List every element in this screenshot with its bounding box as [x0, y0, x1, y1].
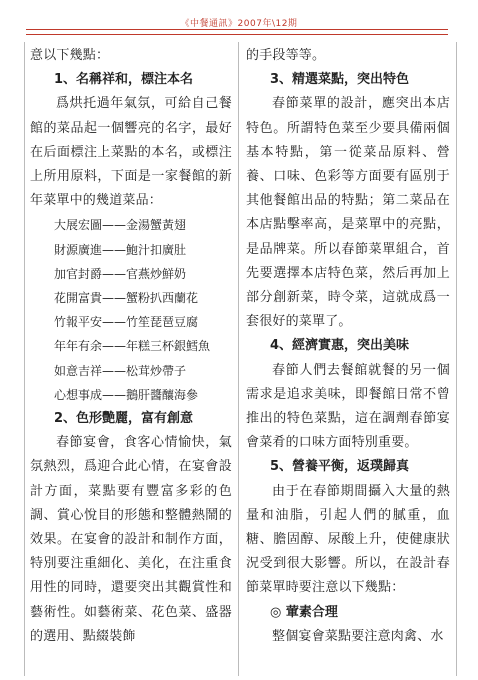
intro-text: 意以下幾點：: [30, 48, 110, 63]
section-body-1: 爲烘托過年氣氛，可給自己餐館的菜品起一個響亮的名字，最好在后面標注上菜點的本名，或標注上所用原料，下面是一家餐館的新年菜單中的幾道菜品：: [30, 96, 232, 209]
section-heading-5: 5、營養平衡，返璞歸真: [270, 459, 410, 475]
continued-text: 的手段等等。: [246, 48, 326, 63]
dish-item: 如意吉祥——松茸炒帶子: [54, 363, 187, 378]
subsection-heading: ◎ 葷素合理: [270, 604, 338, 620]
dish-item: 加官封爵——官燕炒鮮奶: [54, 266, 187, 281]
left-border: [24, 42, 25, 676]
journal-title: 《中餐通訊》2007年\12期: [0, 17, 478, 30]
page-header: [0, 0, 478, 38]
right-column: [246, 44, 450, 676]
section-body-3: 春節菜單的設計，應突出本店特色。所謂特色菜至少要具備兩個基本特點，第一從菜品原料、營養、口味、色彩等方面要有區別于其他餐館出品的特點；第二菜品在本店點擊率高，是菜單中的亮點，是品牌菜。所以春節菜單組合，首先要選擇本店特色菜，然后再加上部分創新菜，時令菜，這就成爲一套很好的菜單了。: [246, 96, 450, 330]
subsection-body: 整個宴會菜點要注意肉禽、水: [272, 628, 444, 644]
dish-item: 年年有余——年糕三杯銀鱈魚: [54, 339, 211, 354]
left-column: [30, 44, 232, 676]
dish-item: 財源廣進——鮑汁扣廣肚: [54, 242, 187, 257]
header-rule-bottom: [26, 34, 448, 35]
section-heading-3: 3、精選菜點，突出特色: [270, 72, 410, 88]
dish-item: 心想事成——鵝肝醬釀海參: [54, 387, 199, 402]
dish-item: 竹報平安——竹笙琵琶豆腐: [54, 315, 199, 330]
right-border: [456, 42, 457, 676]
section-body-4: 春節人們去餐館就餐的另一個需求是追求美味，即餐館日常不曾推出的特色菜點，這在調劑春節宴會菜肴的口味方面特別重要。: [246, 362, 450, 451]
dish-item: 大展宏圖——金湯蟹黃翅: [54, 218, 187, 233]
section-body-2: 春節宴會，食客心情愉快，氣氛熱烈，爲迎合此心情，在宴會設計方面，菜點要有豐富多彩的色調、賞心悅目的形態和整體熱鬧的效果。在宴會的設計和制作方面，特別要注重細化、美化，在注重食用性的同時，還要突出其觀賞性和藝術性。如藝術菜、花色菜、盛器的選用、點綴裝飾: [30, 435, 232, 644]
section-heading-2: 2、色形艷麗，富有創意: [54, 411, 194, 427]
dish-item: 花開富貴——蟹粉扒西蘭花: [54, 291, 199, 306]
section-body-5: 由于在春節期間攝入大量的熱量和油脂，引起人們的膩重，血糖、膽固醇、尿酸上升，使健康狀況受到很大影響。所以，在設計春節菜單時要注意以下幾點：: [246, 483, 450, 596]
section-heading-1: 1、名稱祥和，標注本名: [54, 72, 194, 88]
section-heading-4: 4、經濟實惠，突出美味: [270, 338, 410, 354]
column-divider: [238, 42, 239, 676]
